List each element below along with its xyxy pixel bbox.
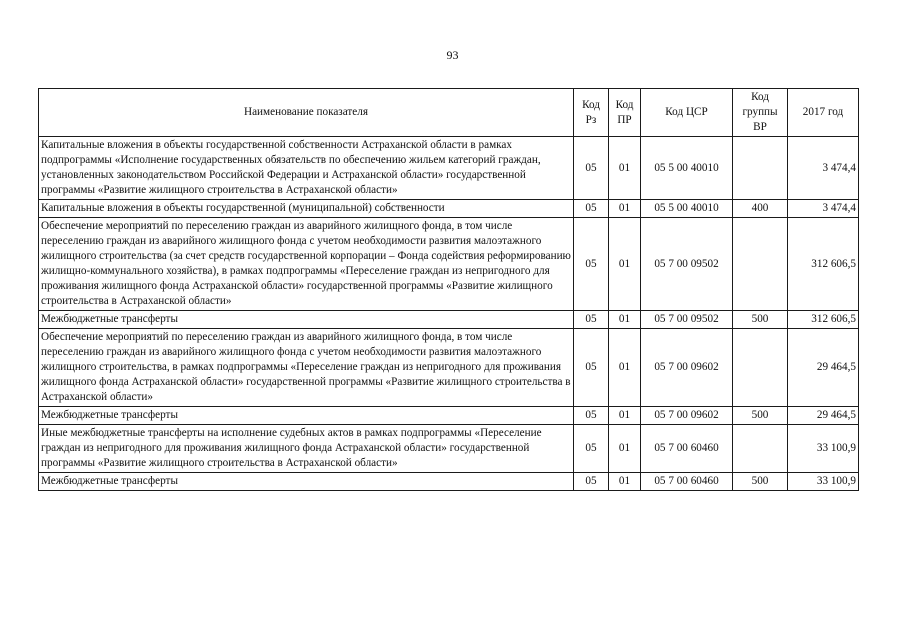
row-csr: 05 7 00 09602: [641, 329, 733, 407]
row-pr: 01: [609, 473, 641, 491]
row-rz: 05: [574, 329, 609, 407]
budget-table: [38, 88, 859, 491]
header-csr: Код ЦСР: [641, 89, 733, 137]
table-row: [39, 329, 859, 407]
row-pr: 01: [609, 218, 641, 311]
row-pr: 01: [609, 425, 641, 473]
row-vr: 500: [733, 407, 788, 425]
row-rz: 05: [574, 137, 609, 200]
table-row: [39, 137, 859, 200]
row-csr: 05 7 00 60460: [641, 473, 733, 491]
row-vr: 500: [733, 311, 788, 329]
row-pr: 01: [609, 311, 641, 329]
row-amount: 3 474,4: [788, 200, 859, 218]
row-csr: 05 7 00 09502: [641, 311, 733, 329]
row-amount: 29 464,5: [788, 407, 859, 425]
header-year: 2017 год: [788, 89, 859, 137]
row-amount: 33 100,9: [788, 473, 859, 491]
row-vr: 500: [733, 473, 788, 491]
row-name: Иные межбюджетные трансферты на исполнение судебных актов в рамках подпрограммы «Переселение граждан из непригодного для проживания жилищного фонда Астраханской области» государственной программы «Развитие жилищного строительства в Астраханской области»: [39, 425, 574, 473]
row-csr: 05 7 00 09502: [641, 218, 733, 311]
row-vr: [733, 425, 788, 473]
row-rz: 05: [574, 218, 609, 311]
row-pr: 01: [609, 329, 641, 407]
header-vr: Код группы ВР: [733, 89, 788, 137]
row-csr: 05 7 00 60460: [641, 425, 733, 473]
row-rz: 05: [574, 425, 609, 473]
row-pr: 01: [609, 407, 641, 425]
table-row: [39, 218, 859, 311]
row-csr: 05 5 00 40010: [641, 200, 733, 218]
row-rz: 05: [574, 200, 609, 218]
table-row: [39, 407, 859, 425]
row-amount: 29 464,5: [788, 329, 859, 407]
row-amount: 33 100,9: [788, 425, 859, 473]
row-rz: 05: [574, 473, 609, 491]
table-row: [39, 311, 859, 329]
row-vr: [733, 218, 788, 311]
row-amount: 312 606,5: [788, 311, 859, 329]
row-name: Капитальные вложения в объекты государственной собственности Астраханской области в рамках подпрограммы «Исполнение государственных обязательств по обеспечению жильем категорий граждан, установленных законодательством Российской Федерации и Астраханской области» государственной программы «Развитие жилищного строительства в Астраханской области»: [39, 137, 574, 200]
row-rz: 05: [574, 407, 609, 425]
table-row: [39, 473, 859, 491]
table-row: [39, 425, 859, 473]
row-amount: 312 606,5: [788, 218, 859, 311]
row-rz: 05: [574, 311, 609, 329]
row-pr: 01: [609, 200, 641, 218]
header-pr: Код ПР: [609, 89, 641, 137]
row-name: Капитальные вложения в объекты государственной (муниципальной) собственности: [39, 200, 574, 218]
row-vr: 400: [733, 200, 788, 218]
header-rz: Код Рз: [574, 89, 609, 137]
row-amount: 3 474,4: [788, 137, 859, 200]
row-name: Межбюджетные трансферты: [39, 407, 574, 425]
row-vr: [733, 329, 788, 407]
row-name: Межбюджетные трансферты: [39, 473, 574, 491]
row-csr: 05 7 00 09602: [641, 407, 733, 425]
table-header-row: [39, 89, 859, 137]
row-name: Обеспечение мероприятий по переселению граждан из аварийного жилищного фонда, в том числе переселению граждан из аварийного жилищного фонда с учетом необходимости развития малоэтажного жилищного строительства, в рамках подпрограммы «Переселение граждан из непригодного для проживания жилищного фонда Астраханской области» государственной программы «Развитие жилищного строительства в Астраханской области»: [39, 329, 574, 407]
header-name: Наименование показателя: [39, 89, 574, 137]
row-name: Межбюджетные трансферты: [39, 311, 574, 329]
table-row: [39, 200, 859, 218]
row-vr: [733, 137, 788, 200]
row-pr: 01: [609, 137, 641, 200]
row-csr: 05 5 00 40010: [641, 137, 733, 200]
page-number: 93: [446, 48, 459, 62]
row-name: Обеспечение мероприятий по переселению граждан из аварийного жилищного фонда, в том числе переселению граждан из аварийного жилищного фонда с учетом необходимости развития малоэтажного жилищного строительства (за счет средств государственной корпорации – Фонда содействия реформированию жилищно-коммунального хозяйства), в рамках подпрограммы «Переселение граждан из непригодного для проживания жилищного фонда Астраханской области» государственной программы «Развитие жилищного строительства в Астраханской области»: [39, 218, 574, 311]
